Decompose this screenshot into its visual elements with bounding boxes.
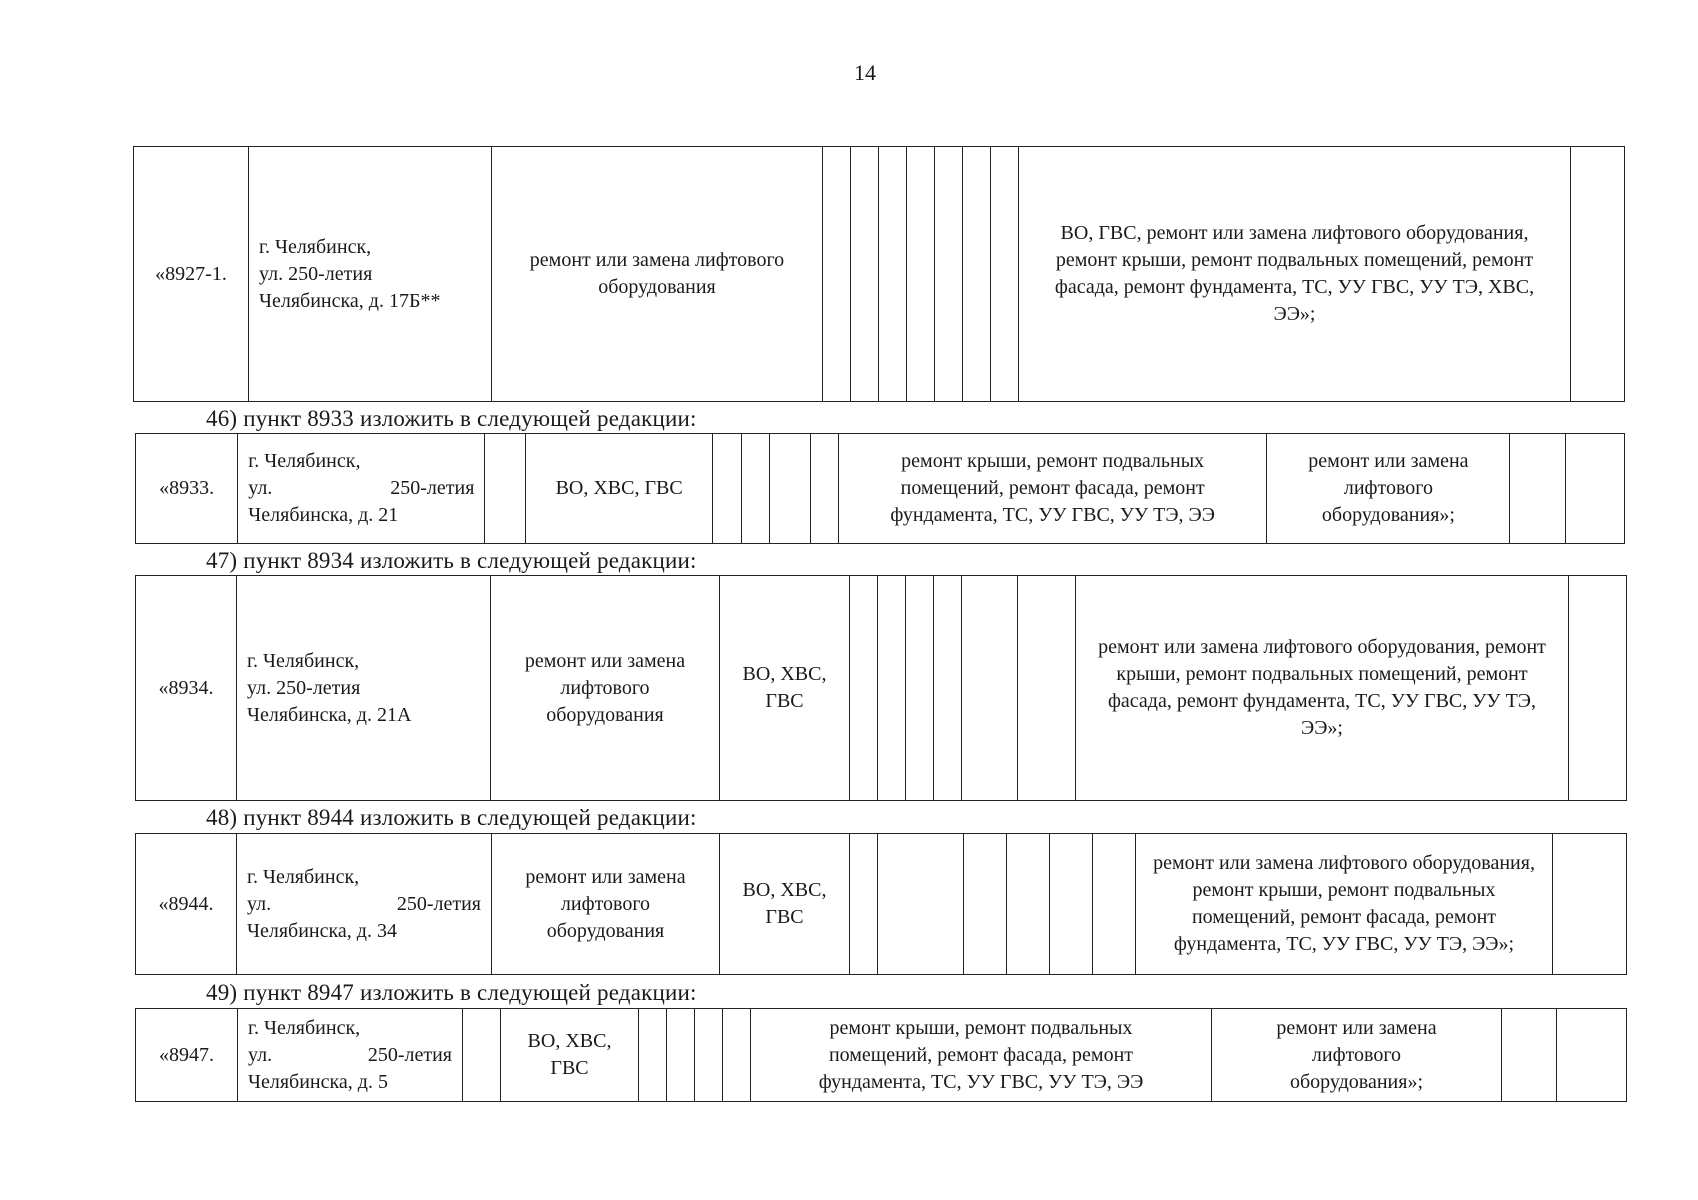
instruction-46: 46) пункт 8933 изложить в следующей редакции: bbox=[206, 406, 697, 431]
empty-cell bbox=[639, 1009, 667, 1102]
empty-cell bbox=[1018, 576, 1076, 801]
table-row bbox=[136, 1009, 1627, 1102]
page-number: 14 bbox=[854, 60, 876, 85]
address-cell bbox=[249, 147, 492, 402]
address-part: 250-летия bbox=[367, 1043, 452, 1066]
instruction-49: 49) пункт 8947 изложить в следующей редакции: bbox=[206, 980, 697, 1005]
address-line: ул. 250-летия bbox=[247, 676, 361, 699]
empty-cell bbox=[1557, 1009, 1627, 1102]
empty-cell bbox=[1553, 834, 1627, 975]
address-line: Челябинска, д. 17Б** bbox=[259, 289, 441, 312]
empty-cell bbox=[878, 834, 964, 975]
works-cell: ремонт или замена лифтового оборудования»; bbox=[1212, 1009, 1502, 1102]
item-number: «8944. bbox=[136, 834, 237, 975]
item-number: «8927-1. bbox=[134, 147, 249, 402]
works-list-cell: ремонт крыши, ремонт подвальных помещений, ремонт фасада, ремонт фундамента, ТС, УУ ГВС, УУ ТЭ, ЭЭ bbox=[751, 1009, 1212, 1102]
empty-cell bbox=[935, 147, 963, 402]
empty-cell bbox=[1502, 1009, 1557, 1102]
address-line bbox=[248, 1042, 458, 1069]
empty-cell bbox=[850, 576, 878, 801]
works-cell: ремонт или замена лифтового оборудования»; bbox=[1267, 434, 1510, 544]
table-row bbox=[136, 576, 1627, 801]
empty-cell bbox=[1510, 434, 1566, 544]
empty-cell bbox=[963, 147, 991, 402]
table-row bbox=[136, 834, 1627, 975]
table-row bbox=[136, 434, 1625, 544]
item-number: «8933. bbox=[136, 434, 238, 544]
address-cell bbox=[237, 576, 491, 801]
address-part: 250-летия bbox=[390, 477, 475, 499]
table-8933 bbox=[135, 433, 1625, 544]
item-number: «8934. bbox=[136, 576, 237, 801]
works-cell: ВО, ХВС, ГВС bbox=[720, 576, 850, 801]
address-line: г. Челябинск, bbox=[248, 1016, 361, 1039]
table-8934 bbox=[135, 575, 1627, 801]
address-line: Челябинска, д. 21А bbox=[247, 703, 412, 726]
empty-cell bbox=[1007, 834, 1050, 975]
address-part: 250-летия bbox=[396, 892, 481, 915]
works-cell: ВО, ХВС, ГВС bbox=[501, 1009, 639, 1102]
empty-cell bbox=[667, 1009, 695, 1102]
works-cell: ВО, ХВС, ГВС bbox=[720, 834, 850, 975]
empty-cell bbox=[906, 576, 934, 801]
address-part: ул. bbox=[248, 477, 273, 499]
address-line: ул. 250-летия bbox=[259, 262, 373, 285]
works-cell: ремонт или замена лифтового оборудования bbox=[492, 147, 823, 402]
item-number: «8947. bbox=[136, 1009, 238, 1102]
empty-cell bbox=[463, 1009, 501, 1102]
empty-cell bbox=[741, 434, 769, 544]
empty-cell bbox=[1050, 834, 1093, 975]
empty-cell bbox=[907, 147, 935, 402]
empty-cell bbox=[1571, 147, 1625, 402]
address-line bbox=[248, 475, 480, 502]
address-line: г. Челябинск, bbox=[247, 649, 360, 672]
instruction-48: 48) пункт 8944 изложить в следующей редакции: bbox=[206, 805, 697, 830]
empty-cell bbox=[713, 434, 741, 544]
address-part: ул. bbox=[248, 1043, 273, 1066]
works-cell: ремонт или замена лифтового оборудования bbox=[491, 576, 720, 801]
empty-cell bbox=[879, 147, 907, 402]
empty-cell bbox=[723, 1009, 751, 1102]
address-line: Челябинска, д. 34 bbox=[247, 919, 397, 942]
works-cell: ВО, ХВС, ГВС bbox=[525, 434, 712, 544]
address-line: г. Челябинск, bbox=[247, 865, 360, 888]
empty-cell bbox=[991, 147, 1019, 402]
empty-cell bbox=[695, 1009, 723, 1102]
address-line bbox=[247, 891, 487, 918]
works-list-cell: ремонт или замена лифтового оборудования, ремонт крыши, ремонт подвальных помещений, ремонт фасада, ремонт фундамента, ТС, УУ ГВС, УУ ТЭ, ЭЭ»; bbox=[1136, 834, 1553, 975]
table-8944 bbox=[135, 833, 1627, 975]
empty-cell bbox=[823, 147, 851, 402]
empty-cell bbox=[1093, 834, 1136, 975]
address-line: г. Челябинск, bbox=[259, 235, 372, 258]
empty-cell bbox=[962, 576, 1018, 801]
empty-cell bbox=[770, 434, 811, 544]
works-list-cell: ВО, ГВС, ремонт или замена лифтового оборудования, ремонт крыши, ремонт подвальных помещений, ремонт фасада, ремонт фундамента, ТС, УУ ГВС, УУ ТЭ, ХВС, ЭЭ»; bbox=[1019, 147, 1571, 402]
empty-cell bbox=[878, 576, 906, 801]
empty-cell bbox=[1566, 434, 1625, 544]
address-line: Челябинска, д. 5 bbox=[248, 1070, 388, 1093]
address-cell bbox=[238, 1009, 463, 1102]
empty-cell bbox=[964, 834, 1007, 975]
works-list-cell: ремонт крыши, ремонт подвальных помещений, ремонт фасада, ремонт фундамента, ТС, УУ ГВС, УУ ТЭ, ЭЭ bbox=[838, 434, 1266, 544]
table-8947 bbox=[135, 1008, 1627, 1102]
table-8927-1 bbox=[133, 146, 1625, 402]
address-part: ул. bbox=[247, 892, 272, 915]
address-line: г. Челябинск, bbox=[248, 450, 361, 472]
address-line: Челябинска, д. 21 bbox=[248, 504, 399, 526]
address-cell bbox=[238, 434, 485, 544]
instruction-47: 47) пункт 8934 изложить в следующей редакции: bbox=[206, 548, 697, 573]
empty-cell bbox=[485, 434, 526, 544]
empty-cell bbox=[851, 147, 879, 402]
works-cell: ремонт или замена лифтового оборудования bbox=[492, 834, 720, 975]
empty-cell bbox=[850, 834, 878, 975]
empty-cell bbox=[1569, 576, 1627, 801]
empty-cell bbox=[810, 434, 838, 544]
table-row bbox=[134, 147, 1625, 402]
works-list-cell: ремонт или замена лифтового оборудования, ремонт крыши, ремонт подвальных помещений, ремонт фасада, ремонт фундамента, ТС, УУ ГВС, УУ ТЭ, ЭЭ»; bbox=[1076, 576, 1569, 801]
empty-cell bbox=[934, 576, 962, 801]
address-cell bbox=[237, 834, 492, 975]
